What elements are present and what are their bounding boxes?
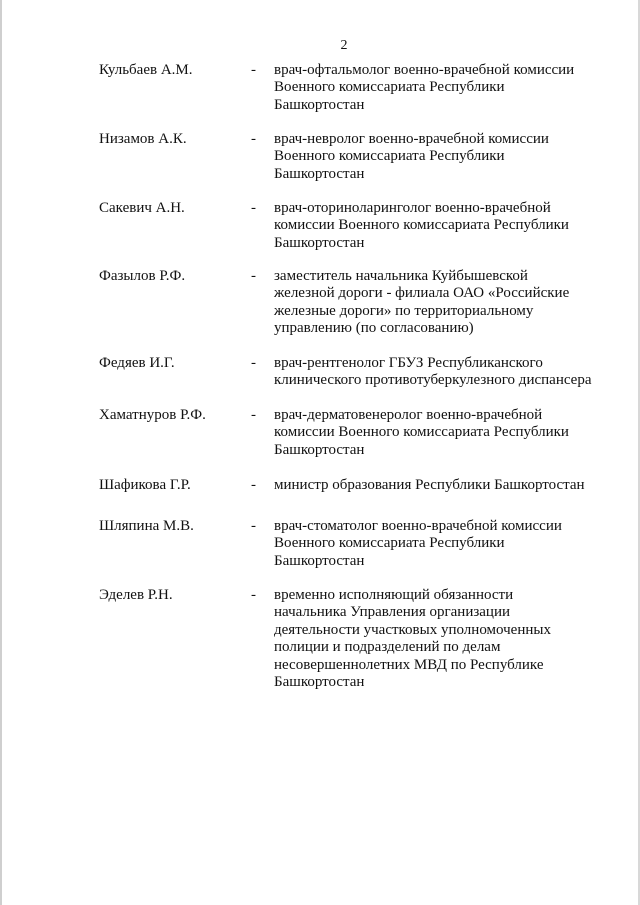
position-line: управлению (по согласованию): [274, 320, 474, 337]
position-line: заместитель начальника Куйбышевской: [274, 268, 528, 284]
position-line: Башкортостан: [274, 552, 365, 569]
separator-dash: -: [251, 355, 256, 371]
separator-dash: -: [251, 268, 256, 284]
position-line: несовершеннолетних МВД по Республике: [274, 656, 544, 673]
person-name: Низамов А.К.: [99, 131, 187, 147]
position-line: Военного комиссариата Республики: [274, 535, 505, 552]
position-line: Башкортостан: [274, 234, 365, 251]
position-line: Башкортостан: [274, 441, 365, 458]
position-line: врач-невролог военно-врачебной комиссии: [274, 131, 549, 147]
page-number: 2: [340, 38, 348, 53]
separator-dash: -: [251, 477, 256, 493]
position-line: временно исполняющий обязанности: [274, 587, 514, 603]
position-line: Военного комиссариата Республики: [274, 148, 505, 165]
position-line: железной дороги - филиала ОАО «Российские: [274, 285, 570, 302]
position-line: деятельности участковых уполномоченных: [274, 621, 551, 638]
position-line: Башкортостан: [274, 674, 365, 691]
position-line: врач-стоматолог военно-врачебной комиссии: [274, 518, 562, 534]
separator-dash: -: [251, 131, 256, 147]
position-description: [274, 268, 614, 338]
position-line: железные дороги» по территориальному: [274, 302, 534, 319]
person-name: Фазылов Р.Ф.: [99, 268, 186, 284]
position-line: Военного комиссариата Республики: [274, 79, 505, 96]
scan-edge-left: [0, 0, 2, 905]
position-line: Башкортостан: [274, 165, 365, 182]
position-description: [274, 477, 614, 494]
position-line: начальника Управления организации: [274, 604, 511, 621]
position-description: [274, 587, 614, 691]
position-description: [274, 62, 614, 114]
separator-dash: -: [251, 200, 256, 216]
person-name: Сакевич А.Н.: [99, 200, 185, 216]
person-name: Хаматнуров Р.Ф.: [99, 407, 206, 423]
position-line: Башкортостан: [274, 96, 365, 113]
position-line: врач-оториноларинголог военно-врачебной: [274, 200, 551, 216]
person-name: Кульбаев А.М.: [99, 62, 193, 78]
person-name: Федяев И.Г.: [99, 355, 175, 371]
position-description: [274, 407, 614, 459]
position-line: клинического противотуберкулезного диспансера: [274, 372, 592, 389]
position-line: комиссии Военного комиссариата Республики: [274, 424, 569, 441]
position-line: комиссии Военного комиссариата Республики: [274, 217, 569, 234]
position-description: [274, 355, 614, 390]
separator-dash: -: [251, 62, 256, 78]
person-name: Шляпина М.В.: [99, 518, 194, 534]
person-name: Эделев Р.Н.: [99, 587, 173, 603]
position-description: [274, 131, 614, 183]
position-description: [274, 200, 614, 252]
position-line: министр образования Республики Башкортостан: [274, 477, 585, 493]
person-name: Шафикова Г.Р.: [99, 477, 191, 493]
separator-dash: -: [251, 518, 256, 534]
position-description: [274, 518, 614, 570]
separator-dash: -: [251, 407, 256, 423]
position-line: полиции и подразделений по делам: [274, 639, 501, 656]
position-line: врач-рентгенолог ГБУЗ Республиканского: [274, 355, 543, 371]
position-line: врач-дерматовенеролог военно-врачебной: [274, 407, 543, 423]
position-line: врач-офтальмолог военно-врачебной комиссии: [274, 62, 575, 78]
separator-dash: -: [251, 587, 256, 603]
